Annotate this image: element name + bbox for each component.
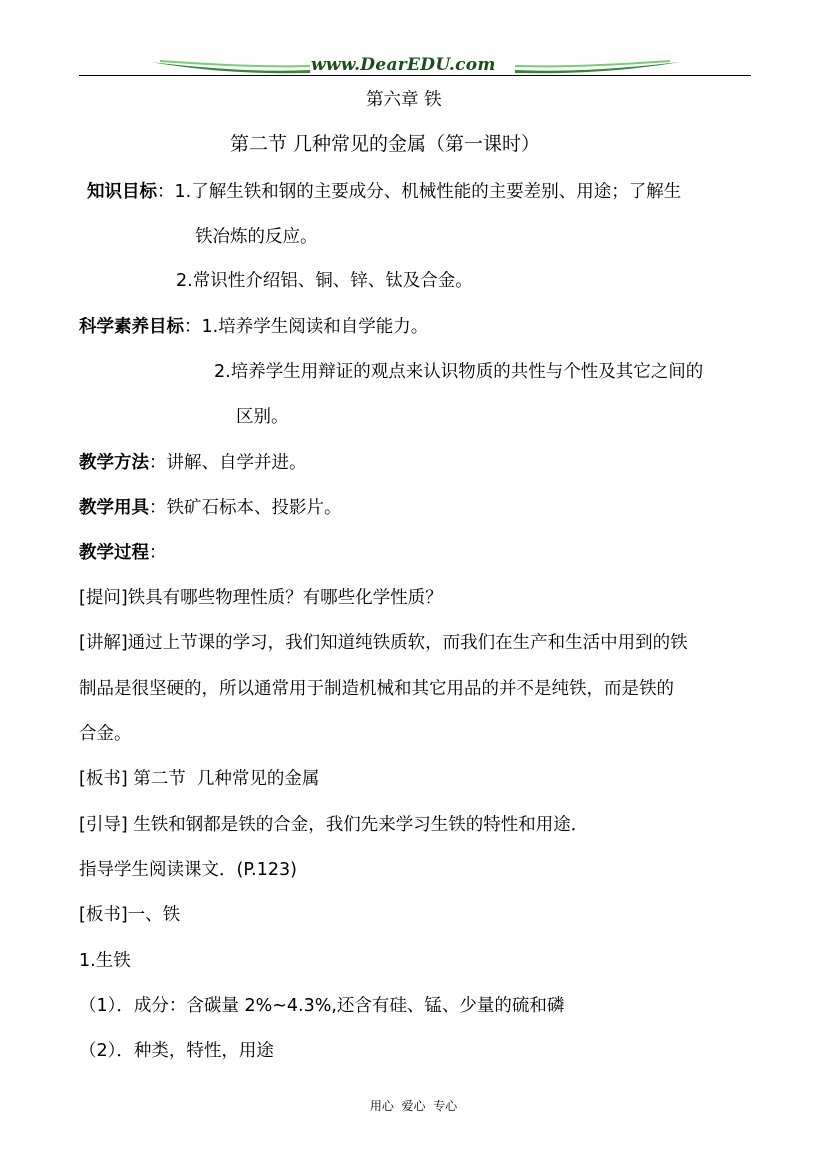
page-footer: 用心 爱心 专心 <box>369 1099 458 1113</box>
guide-line: [引导] 生铁和钢都是铁的合金，我们先来学习生铁的特性和用途． <box>79 815 589 835</box>
knowledge-label: 知识目标 <box>87 182 157 202</box>
method-label: 教学方法 <box>79 453 149 473</box>
board-line2: [板书]一、铁 <box>79 905 181 925</box>
explain-line2: 制品是很坚硬的，所以通常用于制造机械和其它用品的并不是纯铁，而是铁的 <box>79 679 674 699</box>
teaching-tools <box>79 497 342 519</box>
chapter-title: 第六章 铁 <box>366 90 442 110</box>
question-line: [提问]铁具有哪些物理性质？有哪些化学性质？ <box>79 588 443 608</box>
knowledge-goal-line1b: 铁冶炼的反应。 <box>195 227 318 247</box>
knowledge-goal-line1 <box>87 181 681 203</box>
section-title: 第二节 几种常见的金属（第一课时） <box>230 133 541 155</box>
item1-line: 1.生铁 <box>79 951 131 971</box>
logo-swoosh <box>0 0 827 90</box>
tools-label: 教学用具 <box>79 498 149 518</box>
page-header <box>0 0 827 90</box>
process-label: 教学过程 <box>79 543 149 563</box>
explain-line1: [讲解]通过上节课的学习，我们知道纯铁质软，而我们在生产和生活中用到的铁 <box>79 633 688 653</box>
science-goal-line1 <box>79 316 428 338</box>
teaching-method <box>79 452 307 474</box>
board-line1: [板书] 第二节 几种常见的金属 <box>79 769 320 789</box>
explain-line3: 合金。 <box>79 724 132 744</box>
sub1-line: （1）．成分：含碳量 2%~4.3%,还含有硅、锰、少量的硫和磷 <box>79 996 565 1016</box>
science-label: 科学素养目标 <box>79 317 184 337</box>
knowledge-goal-line2: 2.常识性介绍铝、铜、锌、钛及合金。 <box>176 271 473 291</box>
process-colon: ： <box>149 543 167 563</box>
science-goal-line2: 2.培养学生用辩证的观点来认识物质的共性与个性及其它之间的 <box>214 362 704 382</box>
science-text1: ：1.培养学生阅读和自学能力。 <box>184 317 429 337</box>
sub2-line: （2）．种类，特性，用途 <box>79 1041 274 1061</box>
read-line: 指导学生阅读课文．(P.123) <box>79 860 297 880</box>
tools-text: ：铁矿石标本、投影片。 <box>149 498 342 518</box>
teaching-process <box>79 542 167 564</box>
site-logo[interactable]: www.DearEDU.com <box>311 55 496 75</box>
method-text: ：讲解、自学并进。 <box>149 453 307 473</box>
header-rule <box>79 75 751 76</box>
science-goal-line2b: 区别。 <box>236 407 289 427</box>
knowledge-text1: ：1.了解生铁和钢的主要成分、机械性能的主要差别、用途；了解生 <box>157 182 682 202</box>
